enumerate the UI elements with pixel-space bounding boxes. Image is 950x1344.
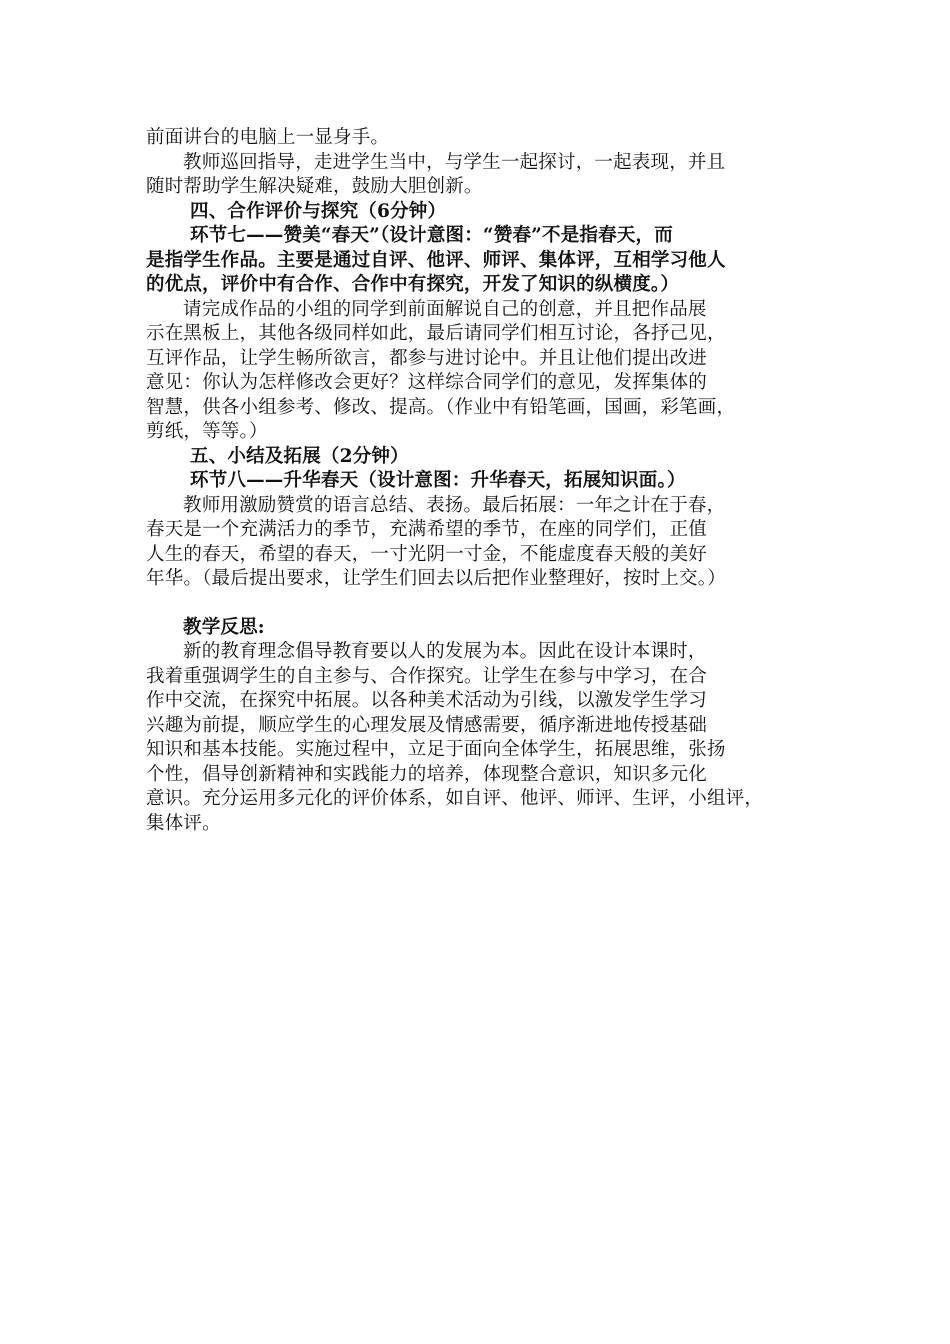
- guidance-paragraph: [146, 151, 818, 200]
- reflection-heading: 教学反思:: [183, 616, 265, 638]
- step-7-intent: [146, 224, 818, 298]
- evaluation-line: 智慧，供各小组参考、修改、提高。（作业中有铅笔画，国画，彩笔画，: [146, 396, 736, 418]
- evaluation-line: 示在黑板上，其他各级同样如此，最后请同学们相互讨论，各抒己见，: [146, 323, 726, 344]
- document-body: [146, 126, 818, 836]
- reflection-paragraph: [146, 640, 818, 836]
- summary-line: 人生的春天，希望的春天，一寸光阴一寸金，不能虚度春天般的美好: [146, 543, 708, 565]
- reflection-line: 我着重强调学生的自主参与、合作探究。让学生在参与中学习，在合: [146, 665, 708, 687]
- evaluation-line: 请完成作品的小组的同学到前面解说自己的创意，并且把作品展: [183, 298, 707, 320]
- evaluation-line: 意见：你认为怎样修改会更好？这样综合同学们的意见，发挥集体的: [146, 372, 708, 393]
- step-7-line: 是指学生作品。主要是通过自评、他评、师评、集体评，互相学习他人: [146, 249, 726, 271]
- guidance-line: 教师巡回指导，走进学生当中，与学生一起探讨，一起表现，并且: [183, 151, 726, 173]
- summary-line: 年华。（最后提出要求，让学生们回去以后把作业整理好，按时上交。）: [146, 568, 726, 589]
- section-4-heading: 四、合作评价与探究（6分钟）: [190, 200, 447, 222]
- step-7-line: 的优点，评价中有合作、合作中有探究，开发了知识的纵横度。）: [146, 274, 680, 295]
- section-5-heading: 五、小结及拓展（2分钟）: [190, 445, 409, 467]
- section-spacer: [146, 592, 818, 616]
- reflection-line: 作中交流，在探究中拓展。以各种美术活动为引线，以激发学生学习: [146, 690, 708, 711]
- reflection-line: 知识和基本技能。实施过程中，立足于面向全体学生，拓展思维，张扬: [146, 739, 726, 760]
- reflection-line: 个性，倡导创新精神和实践能力的培养，体现整合意识，知识多元化: [146, 763, 708, 785]
- reflection-line: 集体评。: [146, 812, 221, 834]
- step-7-line: 环节七——赞美“春天”（设计意图：“赞春”不是指春天，而: [190, 225, 673, 246]
- reflection-line: 意识。充分运用多元化的评价体系，如自评、他评、师评、生评，小组评，: [146, 788, 764, 809]
- reflection-line: 兴趣为前提，顺应学生的心理发展及情感需要，循序渐进地传授基础: [146, 714, 708, 736]
- continuation-line: 前面讲台的电脑上一显身手。: [146, 127, 390, 148]
- step-8-intent: 环节八——升华春天（设计意图：升华春天，拓展知识面。）: [190, 470, 686, 491]
- guidance-line: 随时帮助学生解决疑难，鼓励大胆创新。: [146, 176, 483, 197]
- reflection-line: 新的教育理念倡导教育要以人的发展为本。因此在设计本课时，: [183, 641, 707, 662]
- summary-line: 春天是一个充满活力的季节，充满希望的季节，在座的同学们，正值: [146, 519, 708, 540]
- evaluation-line: 剪纸，等等。）: [146, 421, 268, 442]
- evaluation-line: 互评作品，让学生畅所欲言，都参与进讨论中。并且让他们提出改进: [146, 347, 708, 369]
- summary-line: 教师用激励赞赏的语言总结、表扬。最后拓展：一年之计在于春，: [183, 494, 726, 516]
- summary-paragraph: [146, 494, 818, 592]
- evaluation-paragraph: [146, 298, 818, 445]
